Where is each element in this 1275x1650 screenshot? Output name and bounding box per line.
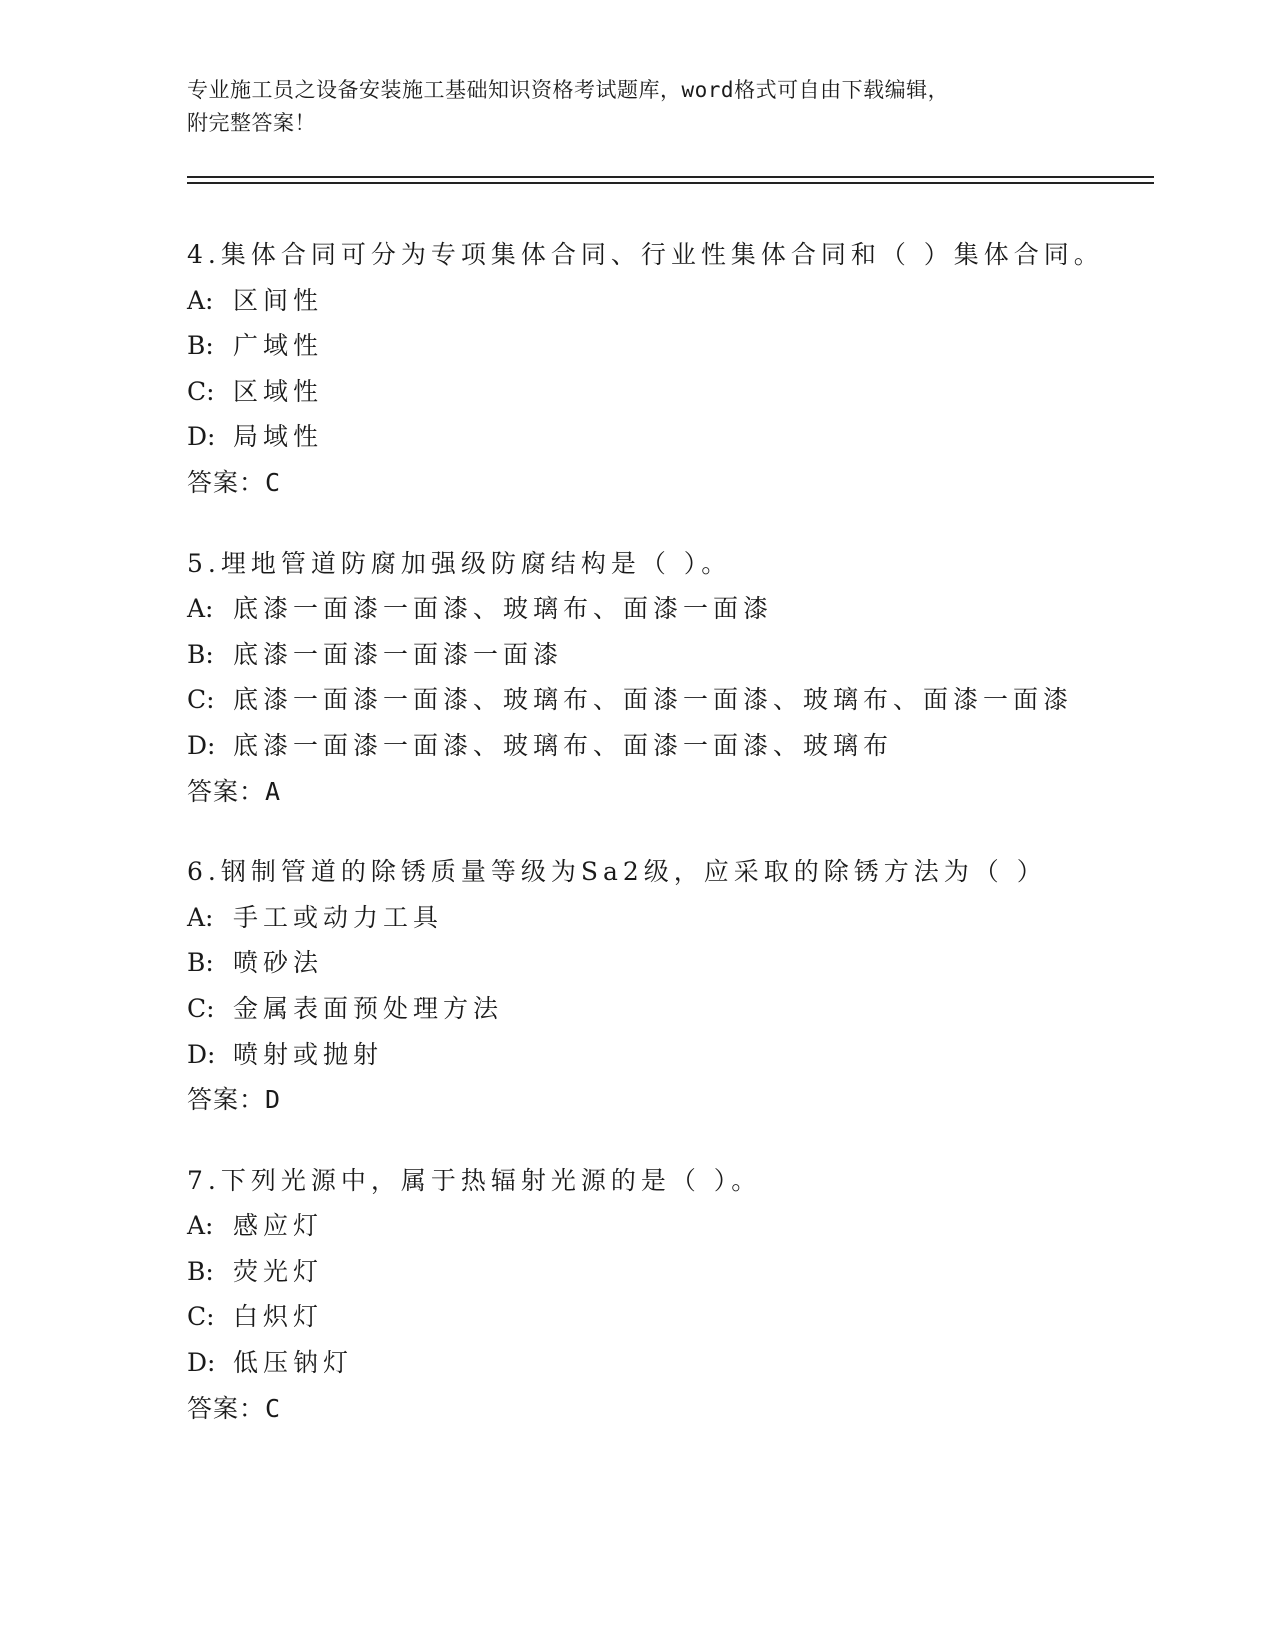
question-block [187,849,1187,1123]
question-stem: 4.集体合同可分为专项集体合同、行业性集体合同和（ ）集体合同。 [187,240,1104,269]
option-letter: C: [187,993,215,1023]
question-stem: 5.埋地管道防腐加强级防腐结构是（ ）。 [187,548,732,578]
option-a [187,895,1187,941]
option-d [187,1032,1187,1078]
option-a [187,586,1187,632]
header-line-1: 专业施工员之设备安装施工基础知识资格考试题库，word格式可自由下载编辑， [187,78,950,102]
option-text: 感应灯 [233,1211,324,1241]
option-letter: D: [187,1039,216,1069]
question-stem: 7.下列光源中，属于热辐射光源的是（ ）。 [187,1165,762,1195]
option-letter: C: [187,1302,215,1332]
option-b [187,940,1187,986]
answer-line: 答案：C [187,467,282,497]
option-text: 喷射或抛射 [233,1039,384,1069]
header-divider-bottom [187,182,1154,184]
option-letter: B: [187,639,214,669]
option-b [187,1249,1187,1295]
option-text: 金属表面预处理方法 [233,993,504,1023]
answer-line: 答案：A [187,776,282,806]
option-b [187,632,1187,678]
option-letter: A: [187,285,214,315]
option-text: 低压钠灯 [233,1348,354,1378]
option-letter: A: [187,1211,214,1241]
option-letter: A: [187,902,214,932]
question-block [187,541,1187,815]
option-letter: B: [187,948,214,978]
option-letter: D: [187,422,216,452]
option-text: 局域性 [233,422,324,452]
option-text: 底漆一面漆一面漆一面漆 [233,639,564,669]
option-letter: D: [187,730,216,760]
option-b [187,323,1187,369]
header-divider-top [187,176,1154,178]
option-text: 手工或动力工具 [233,902,444,932]
question-stem: 6.钢制管道的除锈质量等级为Sa2级，应采取的除锈方法为（ ） [187,857,1047,887]
option-text: 喷砂法 [233,948,324,978]
option-text: 白炽灯 [233,1302,324,1332]
question-block [187,1158,1187,1432]
question-block [187,232,1187,506]
option-letter: B: [187,1256,214,1286]
option-a [187,1203,1187,1249]
option-letter: D: [187,1348,216,1378]
option-text: 区域性 [233,376,324,406]
option-text: 区间性 [233,285,324,315]
option-text: 底漆一面漆一面漆、玻璃布、面漆一面漆、玻璃布、面漆一面漆 [233,685,1074,715]
answer-line: 答案：D [187,1085,282,1115]
option-letter: B: [187,331,214,361]
question-list [187,232,1187,1466]
option-d [187,414,1187,460]
document-header [187,74,1067,140]
option-letter: A: [187,594,214,624]
option-text: 底漆一面漆一面漆、玻璃布、面漆一面漆、玻璃布 [233,730,894,760]
option-c [187,677,1187,723]
option-letter: C: [187,685,215,715]
header-line-2: 附完整答案！ [187,111,316,135]
option-c [187,986,1187,1032]
option-c [187,369,1187,415]
option-letter: C: [187,376,215,406]
option-c [187,1294,1187,1340]
option-text: 广域性 [233,331,324,361]
option-d [187,723,1187,769]
option-text: 底漆一面漆一面漆、玻璃布、面漆一面漆 [233,594,774,624]
option-text: 荧光灯 [233,1256,324,1286]
answer-line: 答案：C [187,1393,282,1423]
option-d [187,1340,1187,1386]
option-a [187,278,1187,324]
